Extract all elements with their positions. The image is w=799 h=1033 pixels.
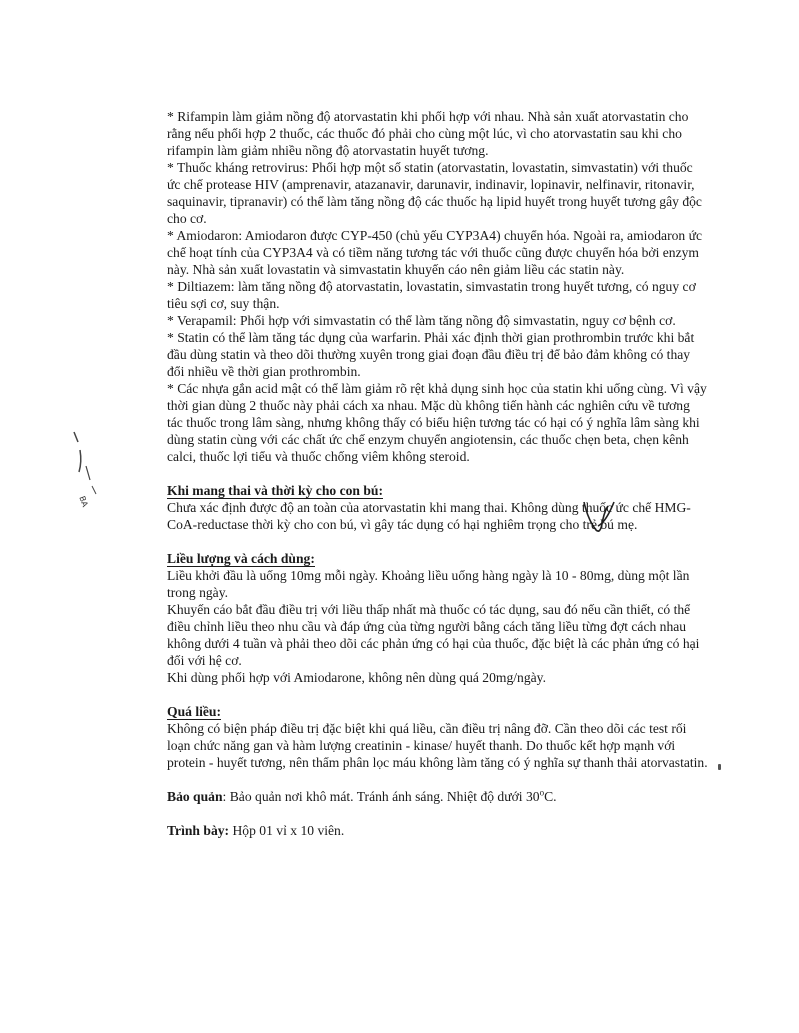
pregnancy-text: Chưa xác định được độ an toàn của atorvastatin khi mang thai. Không dùng thuốc ức chế HMG-CoA-reductase thời kỳ cho con bú, vì gây tác dụng có hại nghiêm trọng cho trẻ bú mẹ. xyxy=(167,500,691,532)
interaction-verapamil: * Verapamil: Phối hợp với simvastatin có thể làm tăng nồng độ simvastatin, nguy cơ bệnh cơ. xyxy=(167,313,676,328)
document-body xyxy=(167,108,709,839)
interaction-diltiazem: * Diltiazem: làm tăng nồng độ atorvastatin, lovastatin, simvastatin trong huyết tương, có nguy cơ tiêu sợi cơ, suy thận. xyxy=(167,279,696,311)
presentation-section xyxy=(167,822,709,839)
interaction-retrovirus: * Thuốc kháng retrovirus: Phối hợp một số statin (atorvastatin, lovastatin, simvastatin) với thuốc ức chế protease HIV (amprenavir, atazanavir, darunavir, indinavir, lopinavir, nelfinavir, ritonavir, saquinavir, tipranavir) có thể làm tăng nồng độ các thuốc hạ lipid huyết trong huyết tương gây độc cho cơ. xyxy=(167,160,702,226)
dosage-paragraph: Khuyến cáo bắt đầu điều trị với liều thấp nhất mà thuốc có tác dụng, sau đó nếu cần thiết, có thể điều chỉnh liều theo nhu cầu và đáp ứng của từng người bằng cách tăng liều từng đợt cách nhau không dưới 4 tuần và phải theo dõi các phản ứng có hại của thuốc, đặc biệt là các phản ứng có hại đối với hệ cơ. xyxy=(167,602,700,668)
scan-speck xyxy=(718,764,721,770)
dosage-section xyxy=(167,550,709,686)
interaction-rifampin: * Rifampin làm giảm nồng độ atorvastatin khi phối hợp với nhau. Nhà sản xuất atorvastatin cho rằng nếu phối hợp 2 thuốc, các thuốc đó phải cho cùng một lúc, vì cho atorvastatin sau khi cho rifampin làm giảm nhiều nồng độ atorvastatin huyết tương. xyxy=(167,109,689,158)
pregnancy-heading: Khi mang thai và thời kỳ cho con bú: xyxy=(167,483,384,498)
storage-section xyxy=(167,788,709,805)
storage-text-end: C. xyxy=(544,789,557,804)
interaction-warfarin: * Statin có thể làm tăng tác dụng của warfarin. Phải xác định thời gian prothrombin trước khi bắt đầu dùng statin và theo dõi thường xuyên trong giai đoạn đầu điều trị để bảo đảm không có thay đổi nhiều về thời gian prothrombin. xyxy=(167,330,695,379)
storage-label: Bảo quản xyxy=(167,789,223,804)
dosage-heading: Liều lượng và cách dùng: xyxy=(167,551,315,566)
dosage-paragraph: Liều khởi đầu là uống 10mg mỗi ngày. Khoảng liều uống hàng ngày là 10 - 80mg, dùng một lần trong ngày. xyxy=(167,568,690,600)
degree-sign: o xyxy=(539,787,545,798)
overdose-heading: Quá liều: xyxy=(167,704,222,719)
presentation-label: Trình bày: xyxy=(167,823,230,838)
pregnancy-section xyxy=(167,482,709,533)
interactions-section xyxy=(167,108,709,465)
margin-stamp-text: BA xyxy=(77,494,90,509)
overdose-text: Không có biện pháp điều trị đặc biệt khi quá liều, cần điều trị nâng đỡ. Cần theo dõi các test rối loạn chức năng gan và hàm lượng creatinin - kinase/ huyết thanh. Do thuốc kết hợp mạnh với protein - huyết tương, nên thẩm phân lọc máu không làm tăng có ý nghĩa sự thanh thải atorvastatin. xyxy=(167,721,708,770)
dosage-paragraph: Khi dùng phối hợp với Amiodarone, không nên dùng quá 20mg/ngày. xyxy=(167,670,546,685)
overdose-section xyxy=(167,703,709,771)
presentation-text: Hộp 01 vỉ x 10 viên. xyxy=(232,823,345,838)
interaction-bile-acid-resins: * Các nhựa gắn acid mật có thể làm giảm rõ rệt khả dụng sinh học của statin khi uống cùng. Vì vậy thời gian dùng 2 thuốc này phải cách xa nhau. Mặc dù không tiến hành các nghiên cứu về tương tác thuốc trong lâm sàng, nhưng không thấy có biểu hiện tương tác có hại có ý nghĩa lâm sàng khi dùng statin cùng với các chất ức chế enzym chuyển angiotensin, các thuốc chẹn beta, chẹn kênh calci, thuốc lợi tiểu và thuốc chống viêm không steroid. xyxy=(167,381,707,464)
storage-text: : Bảo quản nơi khô mát. Tránh ánh sáng. Nhiệt độ dưới 30 xyxy=(222,789,540,804)
interaction-amiodaron: * Amiodaron: Amiodaron được CYP-450 (chủ yếu CYP3A4) chuyển hóa. Ngoài ra, amiodaron ức chế hoạt tính của CYP3A4 và có tiềm năng tương tác với thuốc cũng được chuyển hóa bởi enzym này. Nhà sản xuất lovastatin và simvastatin khuyến cáo nên giảm liều các statin này. xyxy=(167,228,702,277)
